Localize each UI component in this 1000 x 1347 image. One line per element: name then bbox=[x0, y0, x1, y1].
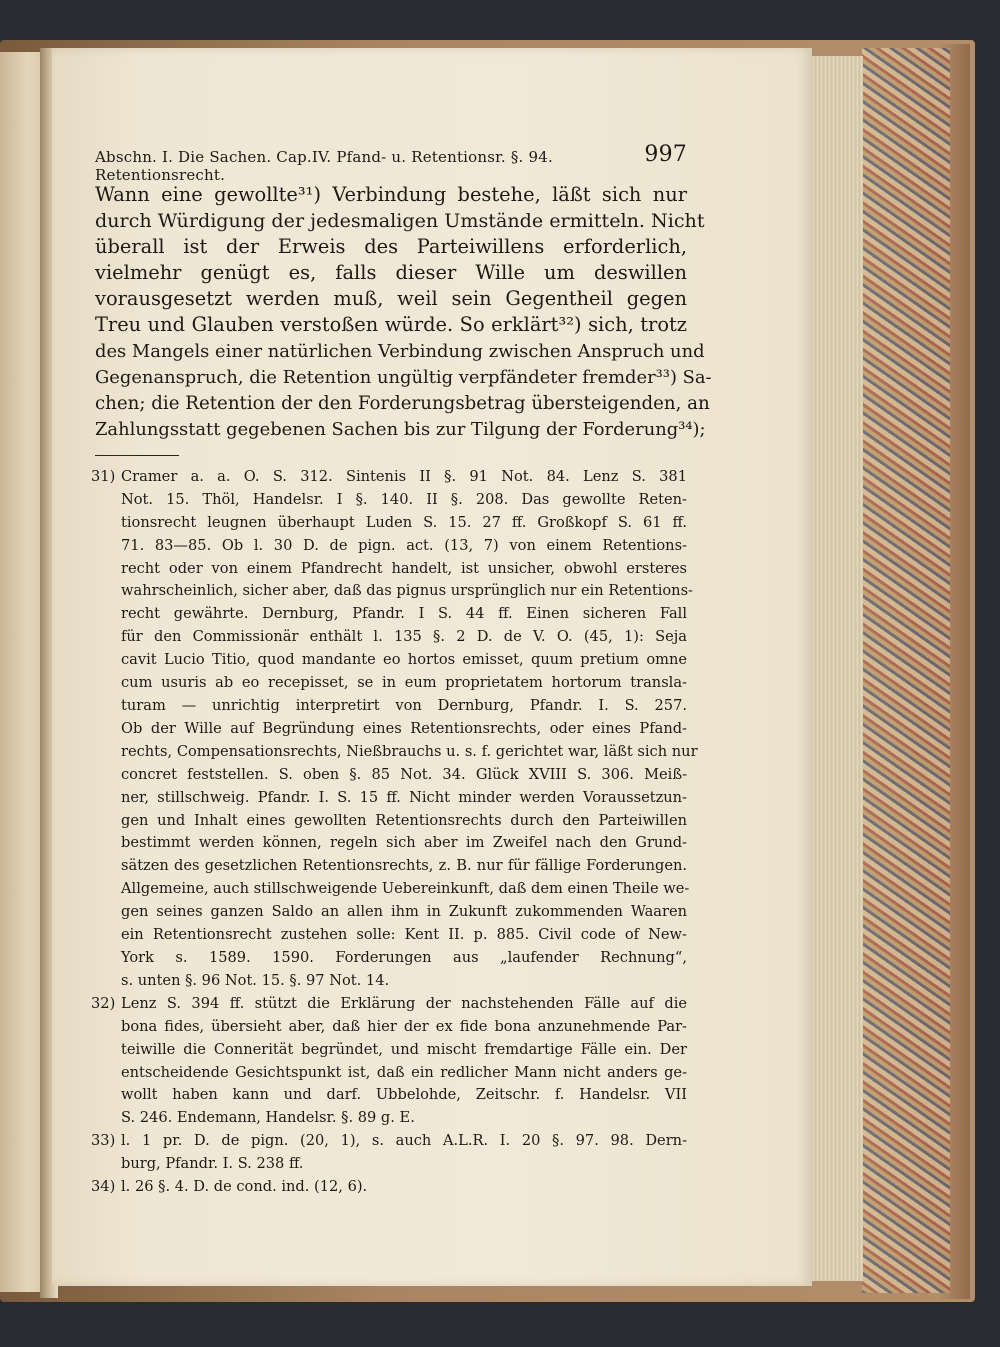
footnote-line: burg, Pfandr. I. S. 238 ff. bbox=[121, 1155, 304, 1173]
footnote-line: bestimmt werden können, regeln sich aber im Zweifel nach den Grund- bbox=[121, 834, 687, 852]
body-line: chen; die Retention der den Forderungsbetrag übersteigenden, an bbox=[95, 392, 710, 414]
footnote-line: Cramer a. a. O. S. 312. Sintenis II §. 91 Not. 84. Lenz S. 381 bbox=[121, 467, 687, 485]
footnote-line: ein Retentionsrecht zustehen solle: Kent II. p. 885. Civil code of New- bbox=[121, 926, 687, 944]
footnote-line: cum usuris ab eo recepisset, se in eum proprietatem hortorum transla- bbox=[121, 674, 687, 692]
footnote bbox=[91, 1176, 687, 1199]
page-edge-stack bbox=[808, 56, 863, 1281]
footnote-line: sätzen des gesetzlichen Retentionsrechts, z. B. nur für fällige Forderungen. bbox=[121, 857, 687, 875]
footnote-line: wollt haben kann und darf. Ubbelohde, Zeitschr. f. Handelsr. VII bbox=[121, 1086, 687, 1104]
footnote-line: l. 1 pr. D. de pign. (20, 1), s. auch A.L.R. I. 20 §. 97. 98. Dern- bbox=[121, 1132, 687, 1150]
body-line: durch Würdigung der jedesmaligen Umstände ermitteln. Nicht bbox=[95, 209, 705, 233]
footnote-line: s. unten §. 96 Not. 15. §. 97 Not. 14. bbox=[121, 971, 390, 989]
footnote-line: entscheidende Gesichtspunkt ist, daß ein redlicher Mann nicht anders ge- bbox=[121, 1063, 687, 1081]
footnote-line: Ob der Wille auf Begründung eines Retentionsrechts, oder eines Pfand- bbox=[121, 719, 687, 737]
footnote-line: ner, stillschweig. Pfandr. I. S. 15 ff. Nicht minder werden Voraussetzun- bbox=[121, 788, 687, 806]
body-line: überall ist der Erweis des Parteiwillens erforderlich, bbox=[95, 235, 687, 259]
page-number: 997 bbox=[644, 142, 687, 167]
footnote-line: turam — unrichtig interpretirt von Dernburg, Pfandr. I. S. 257. bbox=[121, 697, 687, 714]
footnote bbox=[91, 993, 687, 1130]
footnotes bbox=[91, 466, 698, 1199]
marbled-edge bbox=[862, 48, 950, 1293]
footnote-number: 32) bbox=[91, 994, 116, 1012]
footnote-line: Lenz S. 394 ff. stützt die Erklärung der nachstehenden Fälle auf die bbox=[121, 994, 687, 1012]
footnote-line: rechts, Compensationsrechts, Nießbrauchs u. s. f. gerichtet war, läßt sich nur bbox=[121, 742, 698, 760]
footnote-line: 71. 83—85. Ob l. 30 D. de pign. act. (13, 7) von einem Retentions- bbox=[121, 536, 687, 554]
footnote-line: bona fides, übersieht aber, daß hier der ex fide bona anzunehmende Par- bbox=[121, 1017, 687, 1035]
footnote-line: Allgemeine, auch stillschweigende Uebereinkunft, daß dem einen Theile we- bbox=[121, 880, 690, 898]
running-head bbox=[95, 140, 687, 184]
text-block bbox=[91, 140, 712, 1199]
body-line: Gegenanspruch, die Retention ungültig verpfändeter fremder³³) Sa- bbox=[95, 366, 712, 388]
body-line: vielmehr genügt es, falls dieser Wille um deswillen bbox=[95, 261, 687, 285]
footnote-line: für den Commissionär enthält l. 135 §. 2 D. de V. O. (45, 1): Seja bbox=[121, 628, 687, 646]
footnote-line: recht oder von einem Pfandrecht handelt, ist unsicher, obwohl ersteres bbox=[121, 559, 687, 577]
footnote-line: concret feststellen. S. oben §. 85 Not. 34. Glück XVIII S. 306. Meiß- bbox=[121, 765, 687, 783]
footnote-line: gen und Inhalt eines gewollten Retentionsrechts durch den Parteiwillen bbox=[121, 811, 687, 829]
footnote-number: 34) bbox=[91, 1178, 116, 1196]
body-line: vorausgesetzt werden muß, weil sein Gegentheil gegen bbox=[95, 287, 687, 311]
footnote-line: l. 26 §. 4. D. de cond. ind. (12, 6). bbox=[121, 1178, 368, 1196]
footnote-line: gen seines ganzen Saldo an allen ihm in Zukunft zukommenden Waaren bbox=[121, 903, 687, 921]
running-head-text: Abschn. I. Die Sachen. Cap.IV. Pfand- u. Retentionsr. §. 94. Retentionsrecht. bbox=[95, 148, 553, 184]
footnote-line: recht gewährte. Dernburg, Pfandr. I S. 44 ff. Einen sicheren Fall bbox=[121, 605, 687, 623]
body-line: Treu und Glauben verstoßen würde. So erklärt³²) sich, trotz bbox=[95, 313, 687, 337]
footnote-line: York s. 1589. 1590. Forderungen aus „laufender Rechnung“, bbox=[121, 948, 687, 966]
body-line: des Mangels einer natürlichen Verbindung zwischen Anspruch und bbox=[95, 340, 705, 362]
body-line: Wann eine gewollte³¹) Verbindung bestehe, läßt sich nur bbox=[95, 183, 687, 206]
footnote-line: tionsrecht leugnen überhaupt Luden S. 15. 27 ff. Großkopf S. 61 ff. bbox=[121, 513, 687, 531]
footnote-line: cavit Lucio Titio, quod mandante eo hortos emisset, quum pretium omne bbox=[121, 651, 687, 669]
footnote bbox=[91, 466, 698, 993]
footnote bbox=[91, 1130, 687, 1176]
body-line: Zahlungsstatt gegebenen Sachen bis zur Tilgung der Forderung³⁴); bbox=[95, 418, 706, 440]
footnote-line: S. 246. Endemann, Handelsr. §. 89 g. E. bbox=[121, 1109, 415, 1127]
footnote-number: 31) bbox=[91, 467, 116, 485]
footnote-rule bbox=[95, 455, 179, 456]
footnote-line: wahrscheinlich, sicher aber, daß das pignus ursprünglich nur ein Retentions- bbox=[121, 582, 693, 600]
footnote-line: teiwille die Connerität begründet, und mischt fremdartige Fälle ein. Der bbox=[121, 1040, 687, 1058]
body-text bbox=[95, 182, 712, 443]
footnote-number: 33) bbox=[91, 1132, 116, 1150]
footnote-line: Not. 15. Thöl, Handelsr. I §. 140. II §. 208. Das gewollte Reten- bbox=[121, 490, 687, 508]
